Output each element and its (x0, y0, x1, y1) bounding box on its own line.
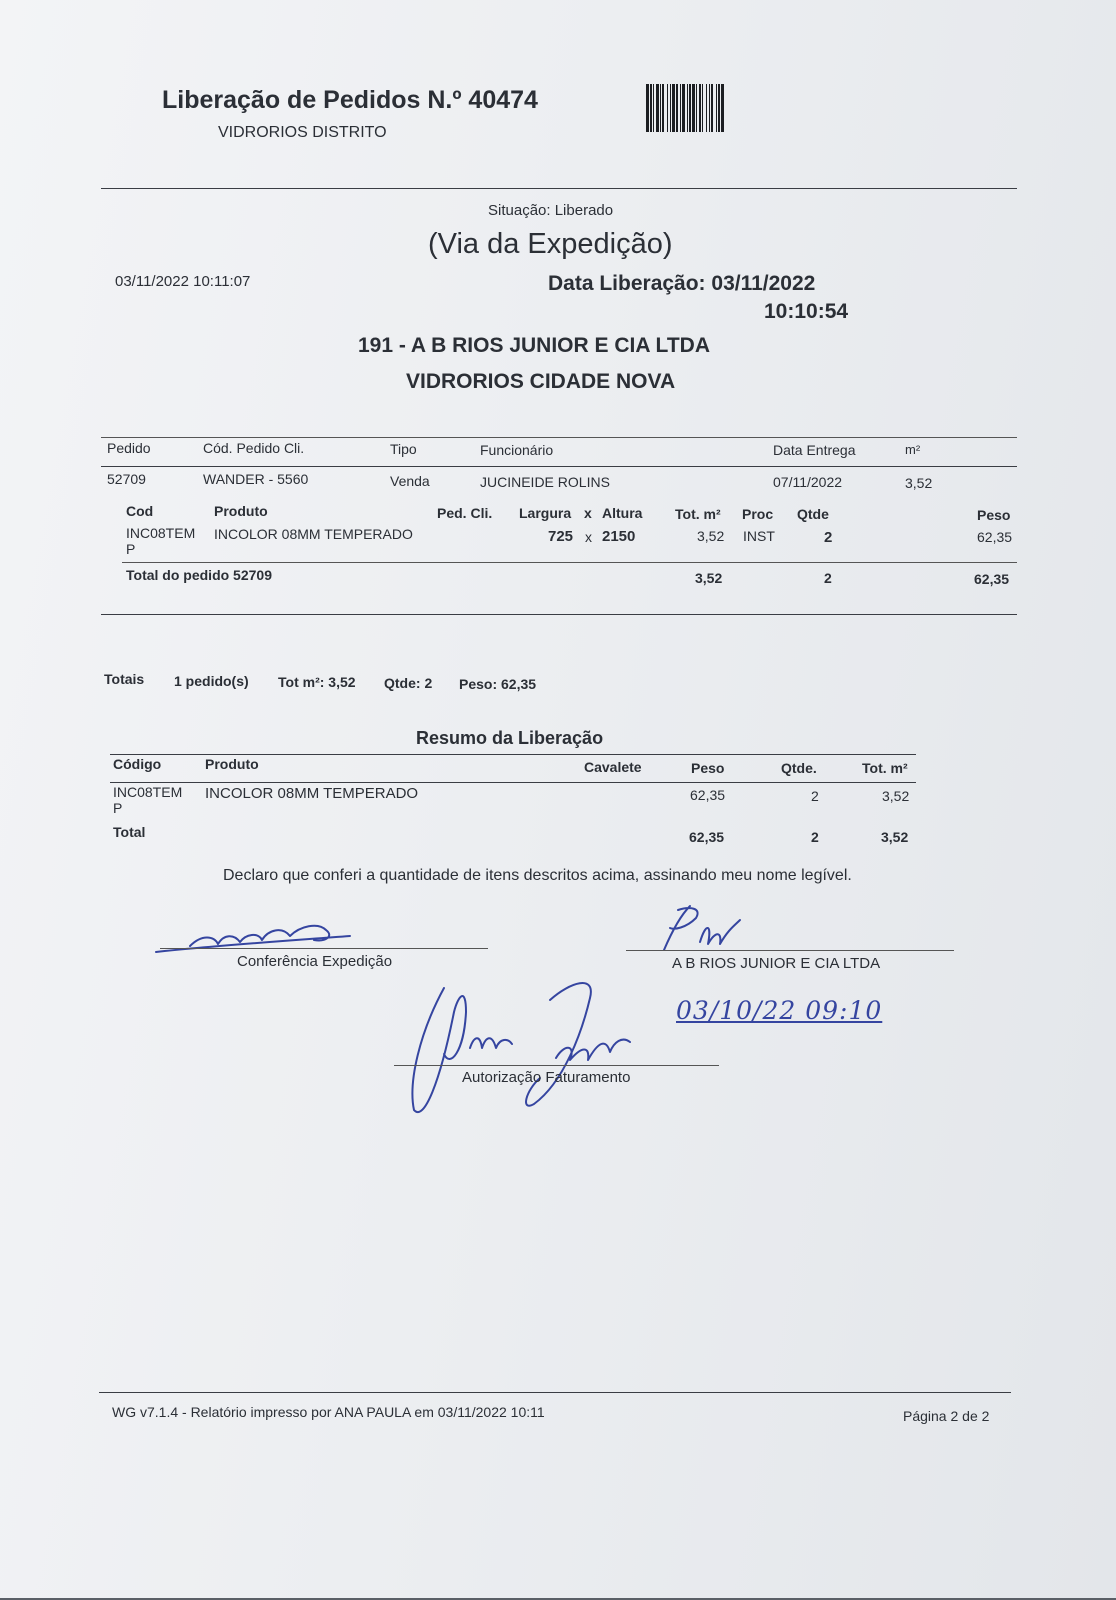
barcode (646, 84, 808, 132)
autorizacao-signature (400, 972, 660, 1124)
col-tot-m2: Tot. m² (675, 506, 721, 522)
via-title: (Via da Expedição) (428, 228, 673, 260)
order-total-qtde: 2 (824, 570, 832, 586)
document-subtitle: VIDRORIOS DISTRITO (218, 124, 387, 141)
col-cod: Cod (126, 503, 154, 519)
cell-tot-m2: 3,52 (882, 788, 910, 804)
cell-altura: 2150 (602, 528, 636, 545)
printed-datetime: 03/11/2022 10:11:07 (115, 273, 251, 290)
totals-m2: Tot m²: 3,52 (278, 674, 356, 690)
divider (101, 437, 1017, 438)
col-pedido: Pedido (107, 440, 151, 456)
cell-cod-pedido-cli: WANDER - 5560 (203, 471, 309, 487)
divider (101, 614, 1017, 615)
col-qtde: Qtde (797, 506, 829, 522)
footer-divider (99, 1392, 1011, 1393)
cell-largura: 725 (548, 528, 574, 545)
cell-peso: 62,35 (977, 529, 1013, 545)
handwritten-date: 03/10/22 09:10 (676, 996, 883, 1025)
release-time: 10:10:54 (764, 300, 849, 323)
cell-proc: INST (743, 528, 775, 544)
totals-pedidos: 1 pedido(s) (174, 673, 249, 689)
signature-line (160, 948, 488, 949)
company-signature (650, 902, 760, 954)
col-tipo: Tipo (390, 441, 417, 457)
divider (110, 754, 916, 755)
col-proc: Proc (742, 506, 774, 522)
cell-produto: INCOLOR 08MM TEMPERADO (205, 785, 419, 802)
client-store: VIDRORIOS CIDADE NOVA (406, 370, 676, 393)
cell-x: x (585, 529, 592, 545)
order-total-peso: 62,35 (974, 571, 1010, 587)
col-ped-cli: Ped. Cli. (437, 505, 493, 521)
autorizacao-label: Autorização Faturamento (462, 1069, 631, 1086)
cell-codigo-cont: P (113, 800, 123, 816)
cell-qtde: 2 (811, 788, 819, 804)
col-m2: m² (905, 442, 921, 457)
totals-qtde: Qtde: 2 (384, 675, 433, 691)
order-total-label: Total do pedido 52709 (126, 567, 272, 583)
col-largura: Largura (519, 505, 572, 521)
conferencia-label: Conferência Expedição (237, 953, 393, 970)
cell-m2: 3,52 (905, 475, 933, 491)
situation-text: Situação: Liberado (488, 202, 614, 219)
conferencia-signature (150, 912, 380, 956)
cell-codigo: INC08TEM (113, 784, 183, 800)
declaration-text: Declaro que conferi a quantidade de itens descritos acima, assinando meu nome legível. (223, 867, 852, 884)
page-number: Página 2 de 2 (903, 1408, 990, 1424)
release-date: Data Liberação: 03/11/2022 (548, 272, 816, 295)
summary-total-qtde: 2 (811, 829, 819, 845)
company-label: A B RIOS JUNIOR E CIA LTDA (672, 955, 881, 972)
summary-total-m2: 3,52 (881, 829, 909, 845)
cell-tot-m2: 3,52 (697, 528, 725, 544)
col-peso: Peso (977, 507, 1011, 523)
divider (110, 782, 916, 783)
col-cod-pedido-cli: Cód. Pedido Cli. (203, 440, 305, 456)
cell-pedido: 52709 (107, 471, 146, 487)
col-x: x (584, 505, 592, 521)
cell-tipo: Venda (390, 473, 430, 489)
summary-total-peso: 62,35 (689, 829, 725, 845)
col-cavalete: Cavalete (584, 759, 642, 775)
footer-text: WG v7.1.4 - Relatório impresso por ANA PAULA em 03/11/2022 10:11 (112, 1404, 545, 1420)
totals-label: Totais (104, 671, 145, 687)
signature-line (626, 950, 954, 951)
cell-produto: INCOLOR 08MM TEMPERADO (214, 526, 413, 542)
divider (101, 188, 1017, 189)
cell-qtde: 2 (824, 529, 833, 546)
totals-peso: Peso: 62,35 (459, 676, 537, 692)
col-altura: Altura (602, 505, 643, 521)
client-name: 191 - A B RIOS JUNIOR E CIA LTDA (358, 334, 710, 357)
summary-title: Resumo da Liberação (416, 728, 604, 748)
order-total-m2: 3,52 (695, 570, 723, 586)
cell-peso: 62,35 (690, 787, 726, 803)
cell-data-entrega: 07/11/2022 (773, 474, 843, 490)
col-qtde: Qtde. (781, 760, 817, 776)
divider (101, 466, 1017, 467)
cell-cod: INC08TEM (126, 525, 196, 541)
col-produto: Produto (205, 756, 259, 772)
document-title: Liberação de Pedidos N.º 40474 (162, 86, 538, 114)
col-peso: Peso (691, 760, 725, 776)
summary-total-label: Total (113, 824, 146, 840)
divider (122, 562, 1017, 563)
col-funcionario: Funcionário (480, 442, 554, 458)
signature-line (394, 1065, 719, 1066)
cell-funcionario: JUCINEIDE ROLINS (480, 474, 610, 490)
cell-cod-cont: P (126, 541, 136, 557)
col-produto: Produto (214, 503, 268, 519)
col-tot-m2: Tot. m² (862, 760, 908, 776)
col-codigo: Código (113, 756, 162, 772)
col-data-entrega: Data Entrega (773, 442, 856, 458)
